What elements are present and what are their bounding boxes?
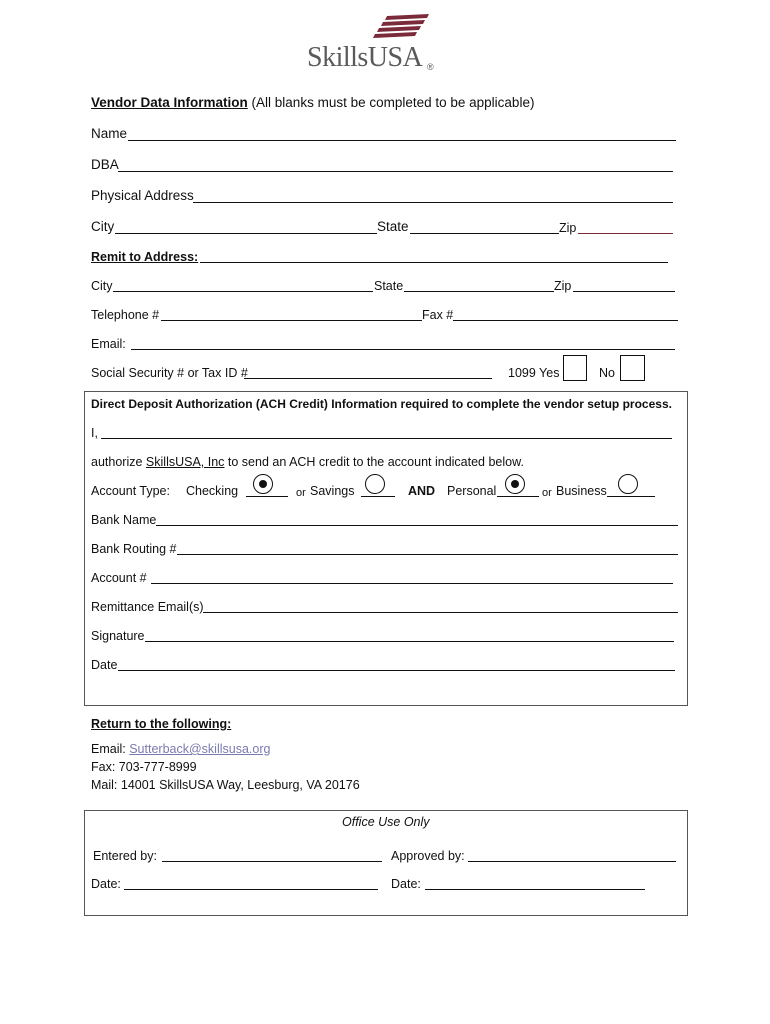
telephone-label: Telephone #: [91, 308, 160, 322]
i-label: I,: [91, 426, 98, 440]
checking-radio-dot: [259, 480, 267, 488]
authorize-row: [91, 455, 524, 469]
or-label-2: or: [542, 487, 552, 499]
dba-label: DBA: [91, 157, 119, 172]
city2-label: City: [91, 279, 113, 293]
zip2-field[interactable]: [573, 291, 675, 292]
signature-label: Signature: [91, 629, 145, 643]
bank-routing-field[interactable]: [177, 554, 678, 555]
entered-by-field[interactable]: [162, 861, 382, 862]
savings-label: Savings: [310, 484, 355, 498]
vendor-heading-row: [91, 96, 534, 110]
return-email-label: Email:: [91, 742, 126, 756]
personal-radio[interactable]: [505, 474, 525, 494]
return-heading: Return to the following:: [91, 717, 232, 731]
bank-name-field[interactable]: [156, 525, 678, 526]
no-label: No: [599, 366, 615, 380]
return-fax: Fax: 703-777-8999: [91, 760, 197, 774]
vendor-heading-note: (All blanks must be completed to be applicable): [251, 95, 535, 110]
office-date-label-2: Date:: [391, 877, 421, 891]
logo: [305, 10, 445, 74]
city2-field[interactable]: [113, 291, 373, 292]
state2-field[interactable]: [404, 291, 554, 292]
office-date-field-2[interactable]: [425, 889, 645, 890]
state-field[interactable]: [410, 233, 559, 234]
personal-line: [497, 496, 539, 497]
logo-registered: ®: [427, 62, 434, 72]
personal-radio-dot: [511, 480, 519, 488]
account-number-field[interactable]: [151, 583, 673, 584]
state-label: State: [377, 219, 409, 234]
zip-field[interactable]: [578, 233, 673, 234]
email-field[interactable]: [131, 349, 675, 350]
ach-date-field[interactable]: [118, 670, 675, 671]
savings-radio[interactable]: [365, 474, 385, 494]
remittance-email-field[interactable]: [203, 612, 678, 613]
vendor-heading: Vendor Data Information: [91, 95, 248, 110]
ach-date-label: Date: [91, 658, 118, 672]
yes-1099-label: 1099 Yes: [508, 366, 560, 380]
savings-line: [361, 496, 395, 497]
flag-stripes-icon: [371, 12, 431, 44]
authorize-prefix: authorize: [91, 455, 143, 469]
email-label: Email:: [91, 337, 126, 351]
account-type-label: Account Type:: [91, 484, 170, 498]
personal-label: Personal: [447, 484, 497, 498]
i-name-field[interactable]: [101, 438, 672, 439]
checking-radio[interactable]: [253, 474, 273, 494]
account-number-label: Account #: [91, 571, 147, 585]
business-label: Business: [556, 484, 607, 498]
fax-field[interactable]: [453, 320, 678, 321]
bank-routing-label: Bank Routing #: [91, 542, 177, 556]
remittance-email-label: Remittance Email(s): [91, 600, 204, 614]
office-heading: Office Use Only: [342, 815, 430, 829]
office-date-label-1: Date:: [91, 877, 121, 891]
entered-by-label: Entered by:: [93, 849, 157, 863]
physical-address-label: Physical Address: [91, 188, 194, 203]
remit-field[interactable]: [200, 262, 668, 263]
bank-name-label: Bank Name: [91, 513, 157, 527]
company-name: SkillsUSA, Inc: [145, 455, 225, 469]
no-1099-checkbox[interactable]: [620, 355, 645, 381]
yes-1099-checkbox[interactable]: [563, 355, 587, 381]
checking-line: [246, 496, 288, 497]
ssn-field[interactable]: [244, 378, 492, 379]
fax-label: Fax #: [422, 308, 454, 322]
approved-by-label: Approved by:: [391, 849, 465, 863]
telephone-field[interactable]: [161, 320, 422, 321]
physical-address-field[interactable]: [193, 202, 673, 203]
return-email-row: [91, 742, 270, 756]
business-line: [607, 496, 655, 497]
return-email-link[interactable]: Sutterback@skillsusa.org: [129, 742, 271, 756]
city-label: City: [91, 219, 115, 234]
office-date-field-1[interactable]: [124, 889, 378, 890]
business-radio[interactable]: [618, 474, 638, 494]
state2-label: State: [374, 279, 404, 293]
name-label: Name: [91, 126, 128, 141]
city-field[interactable]: [115, 233, 377, 234]
name-field[interactable]: [128, 140, 676, 141]
or-label-1: or: [296, 487, 306, 499]
zip-label: Zip: [559, 221, 577, 235]
signature-field[interactable]: [145, 641, 674, 642]
approved-by-field[interactable]: [468, 861, 676, 862]
dba-field[interactable]: [118, 171, 673, 172]
checking-label: Checking: [186, 484, 239, 498]
ssn-label: Social Security # or Tax ID #: [91, 366, 248, 380]
return-mail: Mail: 14001 SkillsUSA Way, Leesburg, VA 20176: [91, 778, 360, 792]
remit-label: Remit to Address:: [91, 250, 199, 264]
authorize-suffix: to send an ACH credit to the account indicated below.: [227, 455, 524, 469]
logo-text: SkillsUSA: [307, 42, 423, 73]
and-label: AND: [408, 484, 436, 498]
ach-heading: Direct Deposit Authorization (ACH Credit) Information required to complete the vendor setup process.: [91, 397, 672, 411]
zip2-label: Zip: [554, 279, 572, 293]
